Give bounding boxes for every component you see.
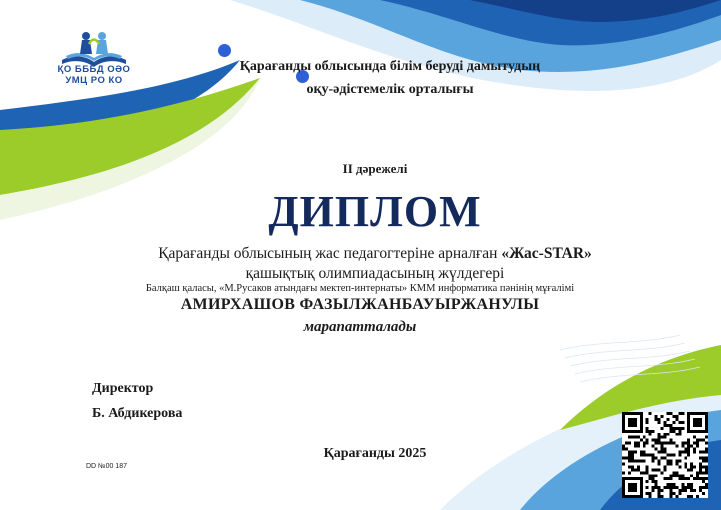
awarded-text: марапатталады	[303, 319, 417, 335]
qr-code-icon	[622, 412, 708, 498]
document-number: DD №00 187	[86, 463, 127, 470]
olympiad-name: «Жас-STAR»	[501, 245, 592, 262]
diploma-degree: II дәрежелі	[342, 161, 408, 176]
director-name: Б. Абдикерова	[92, 406, 183, 421]
blue-dot-marker	[218, 44, 231, 57]
recipient-name: АМИРХАШОВ ФАЗЫЛЖАНБАУЫРЖАНУЛЫ	[180, 296, 540, 313]
diploma-title: ДИПЛОМ	[268, 187, 482, 236]
logo-text-ru: УМЦ РО КО	[65, 75, 123, 86]
organization-name-line2: оқу-әдістемелік орталығы	[306, 82, 474, 97]
winner-description: қашықтық олимпиадасының жүлдегері	[245, 265, 505, 282]
organization-name-line1: Қарағанды облысында білім беруді дамытудың	[239, 59, 541, 74]
director-title: Директор	[92, 381, 154, 396]
city-year: Қарағанды 2025	[323, 446, 427, 461]
logo-text-kz: ҚО БББД ОӘО	[57, 64, 131, 75]
olympiad-description	[60, 245, 690, 263]
olympiad-description-text: Қарағанды облысының жас педагогтеріне арналған	[158, 245, 502, 262]
recipient-position: Балқаш қаласы, «М.Русаков атындағы мектеп-интернаты» КММ информатика пәнінің мұғалімі	[145, 283, 575, 294]
